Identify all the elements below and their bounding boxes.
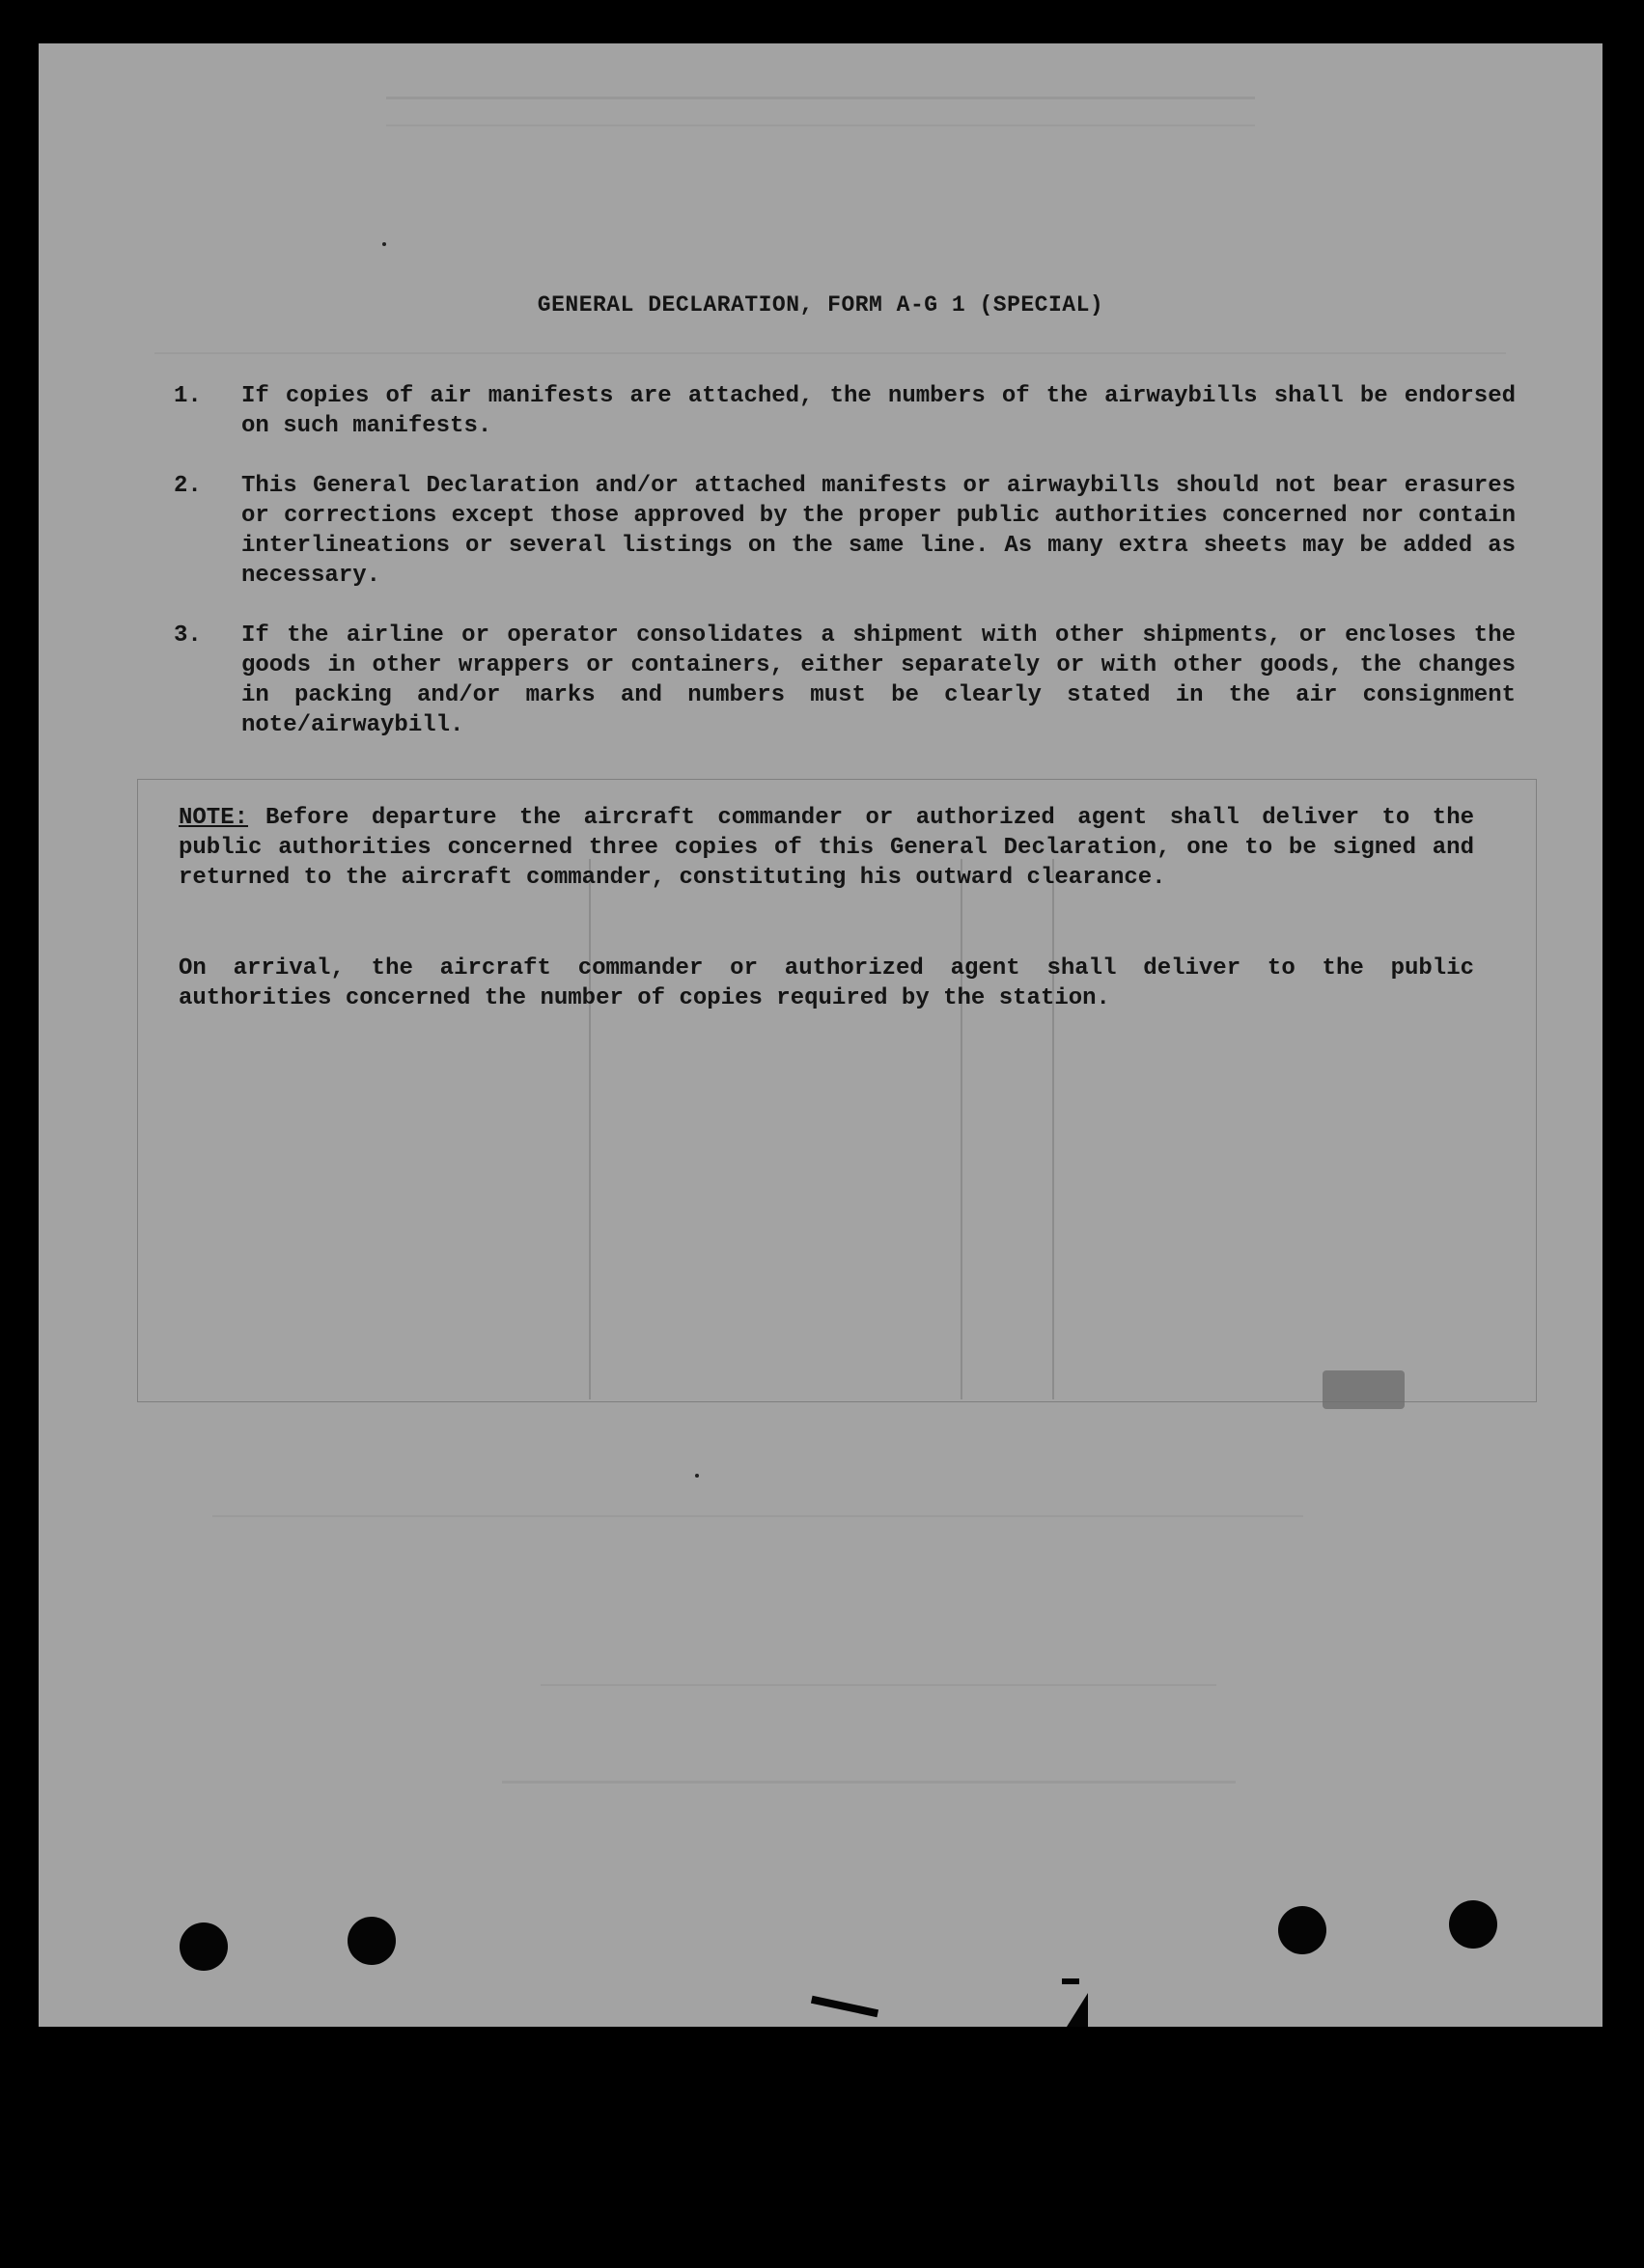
item-number: 2. (174, 473, 202, 499)
stamp-mark (1323, 1370, 1405, 1409)
punch-hole (180, 1922, 228, 1971)
torn-edge (811, 1996, 878, 2017)
bleed-through-mark (541, 1684, 1216, 1686)
bleed-through-mark (212, 1515, 1303, 1517)
item-text: If the airline or operator consolidates a shipment with other shipments, or encloses the goods in other wrappers or containers, either separately or with other goods, the changes in packing and/or marks and numbers must be clearly stated in the air consignment note/airwaybill. (241, 622, 1516, 738)
item-text: If copies of air manifests are attached, the numbers of the airwaybills shall be endorsed on such manifests. (241, 383, 1516, 439)
item-number: 3. (174, 622, 202, 649)
item-number: 1. (174, 383, 202, 409)
speck (695, 1474, 699, 1478)
note-text: Before departure the aircraft commander or authorized agent shall deliver to the public authorities concerned three copies of this General Declaration, one to be signed and returned to the aircraft commander, constituting his outward clearance. (179, 805, 1474, 891)
instruction-item-3 (174, 621, 1516, 740)
note-paragraph (179, 803, 1474, 893)
bleed-through-mark (502, 1781, 1236, 1812)
item-text: This General Declaration and/or attached manifests or airwaybills should not bear erasures or corrections except those approved by the proper public authorities concerned nor contain interlineations or several listings on the same line. As many extra sheets may be added as necessary. (241, 473, 1516, 589)
bleed-through-mark (386, 97, 1255, 126)
document-title: GENERAL DECLARATION, FORM A-G 1 (SPECIAL) (537, 292, 1104, 318)
note-label: NOTE: (179, 805, 249, 831)
document-page (39, 43, 1602, 2027)
torn-edge (1062, 1978, 1079, 1984)
arrival-paragraph: On arrival, the aircraft commander or authorized agent shall deliver to the public authorities concerned the number of copies required by the station. (179, 955, 1474, 1011)
instruction-item-2 (174, 471, 1516, 591)
punch-hole (1278, 1906, 1326, 1954)
instruction-item-1 (174, 381, 1516, 441)
punch-hole (348, 1917, 396, 1965)
bleed-through-mark (154, 352, 1506, 354)
punch-hole (1449, 1900, 1497, 1949)
speck (382, 242, 386, 246)
torn-edge (1067, 1993, 1088, 2027)
